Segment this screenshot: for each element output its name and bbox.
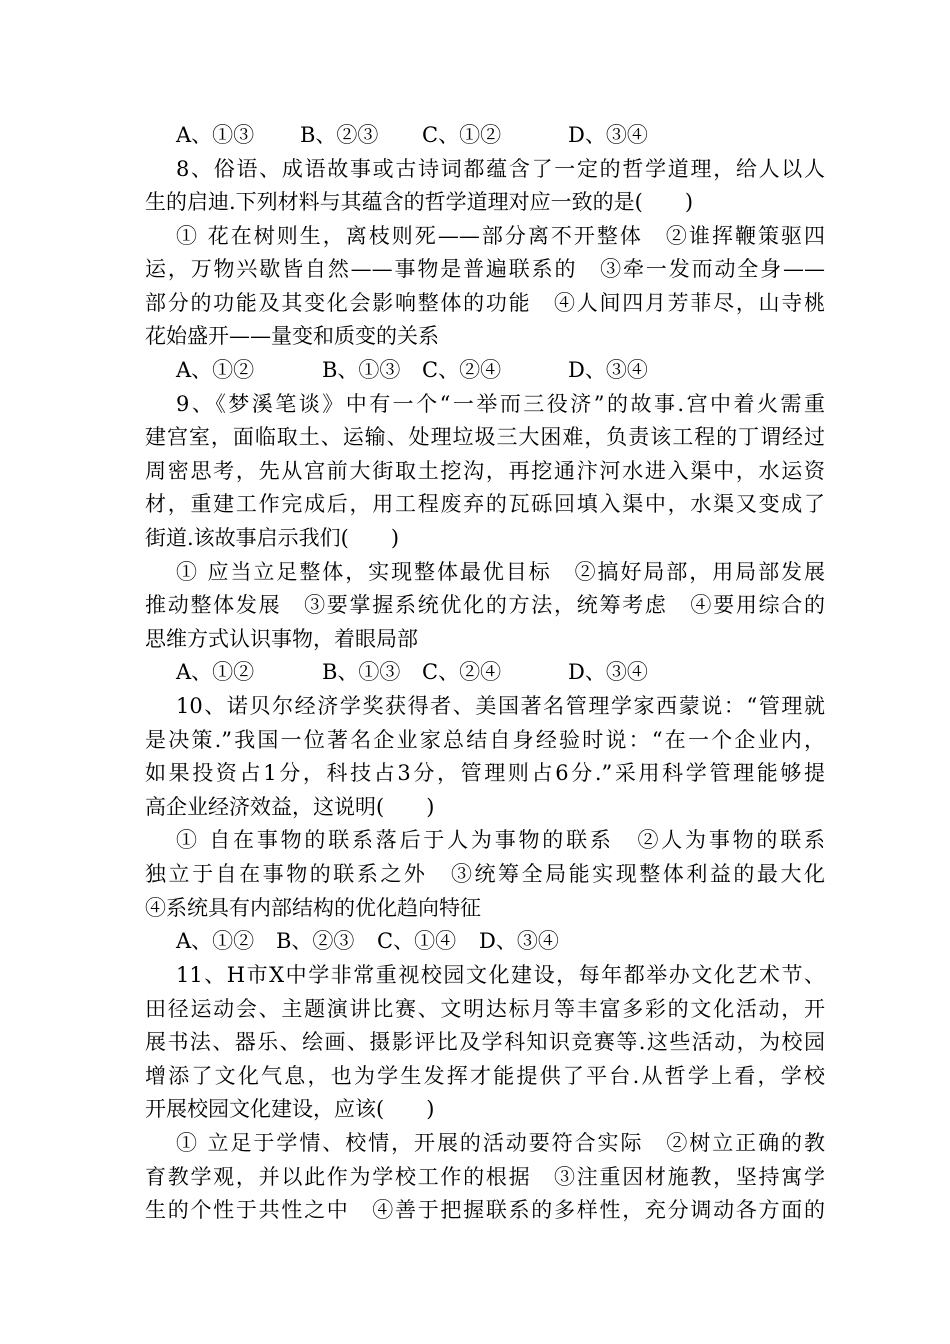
q10-item-line: 独立于自在事物的联系之外 ③统筹全局能实现整体利益的最大化 [145, 862, 825, 886]
q10-option-c: C、①④ [377, 929, 457, 953]
q9-item-line: ① 应当立足整体，实现整体最优目标 ②搞好局部，用局部发展 [176, 560, 825, 584]
q10-option-b: B、②③ [276, 929, 355, 953]
q8-item-line: 运，万物兴歇皆自然——事物是普遍联系的 ③牵一发而动全身—— [145, 257, 825, 281]
q7-option-d: D、③④ [568, 123, 648, 147]
q11-stem-line: 开展校园文化建设，应该( ) [145, 1097, 435, 1121]
q9-stem-line: 9、《梦溪笔谈》中有一个“一举而三役济”的故事.宫中着火需重 [176, 392, 825, 416]
q8-option-d: D、③④ [568, 358, 648, 382]
q9-option-c: C、②④ [422, 660, 502, 684]
q11-stem-line: 田径运动会、主题演讲比赛、文明达标月等丰富多彩的文化活动，开 [145, 997, 825, 1021]
q9-option-d: D、③④ [568, 660, 648, 684]
q10-stem-line: 是决策.”我国一位著名企业家总结自身经验时说：“在一个企业内， [145, 728, 825, 752]
q11-item-line: ① 立足于学情、校情，开展的活动要符合实际 ②树立正确的教 [176, 1131, 825, 1155]
q9-stem-line: 周密思考，先从宫前大街取土挖沟，再挖通汴河水进入渠中，水运资 [145, 459, 825, 483]
q10-stem-line: 如果投资占1分，科技占3分，管理则占6分.”采用科学管理能够提 [145, 761, 825, 785]
q11-stem-line: 增添了文化气息，也为学生发挥才能提供了平台.从哲学上看，学校 [145, 1064, 825, 1088]
q9-stem-line: 街道.该故事启示我们( ) [145, 526, 400, 550]
q11-item-line: 生的个性于共性之中 ④善于把握联系的多样性，充分调动各方面的 [145, 1198, 825, 1222]
q9-option-b: B、①③ [322, 660, 401, 684]
q11-item-line: 育教学观，并以此作为学校工作的根据 ③注重因材施教，坚持寓学 [145, 1165, 825, 1189]
q8-option-a: A、①② [176, 358, 255, 382]
q10-option-d: D、③④ [479, 929, 559, 953]
q7-option-c: C、①② [422, 123, 502, 147]
q9-item-line: 思维方式认识事物，着眼局部 [145, 627, 418, 651]
q9-stem-line: 材，重建工作完成后，用工程废弃的瓦砾回填入渠中，水渠又变成了 [145, 492, 825, 516]
q8-stem-line: 8、俗语、成语故事或古诗词都蕴含了一定的哲学道理，给人以人 [176, 157, 825, 181]
q10-stem-line: 高企业经济效益，这说明( ) [145, 795, 435, 819]
q9-option-a: A、①② [176, 660, 255, 684]
q7-option-b: B、②③ [300, 123, 379, 147]
q8-stem-line: 生的启迪.下列材料与其蕴含的哲学道理对应一致的是( ) [145, 190, 694, 214]
q8-option-b: B、①③ [322, 358, 401, 382]
q8-item-line: 部分的功能及其变化会影响整体的功能 ④人间四月芳菲尽，山寺桃 [145, 291, 825, 315]
q10-item-line: ① 自在事物的联系落后于人为事物的联系 ②人为事物的联系 [176, 828, 825, 852]
q10-option-a: A、①② [176, 929, 255, 953]
q7-option-a: A、①③ [176, 123, 255, 147]
q10-item-line: ④系统具有内部结构的优化趋向特征 [145, 896, 481, 920]
q8-item-line: 花始盛开——量变和质变的关系 [145, 324, 439, 348]
q9-item-line: 推动整体发展 ③要掌握系统优化的方法，统筹考虑 ④要用综合的 [145, 593, 825, 617]
q8-option-c: C、②④ [422, 358, 502, 382]
q9-stem-line: 建宫室，面临取土、运输、处理垃圾三大困难，负责该工程的丁谓经过 [145, 425, 825, 449]
q11-stem-line: 11、H市X中学非常重视校园文化建设，每年都举办文化艺术节、 [176, 963, 825, 987]
q11-stem-line: 展书法、器乐、绘画、摄影评比及学科知识竞赛等.这些活动，为校园 [145, 1030, 825, 1054]
q10-stem-line: 10、诺贝尔经济学奖获得者、美国著名管理学家西蒙说：“管理就 [176, 694, 825, 718]
q8-item-line: ① 花在树则生，离枝则死——部分离不开整体 ②谁挥鞭策驱四 [176, 224, 825, 248]
